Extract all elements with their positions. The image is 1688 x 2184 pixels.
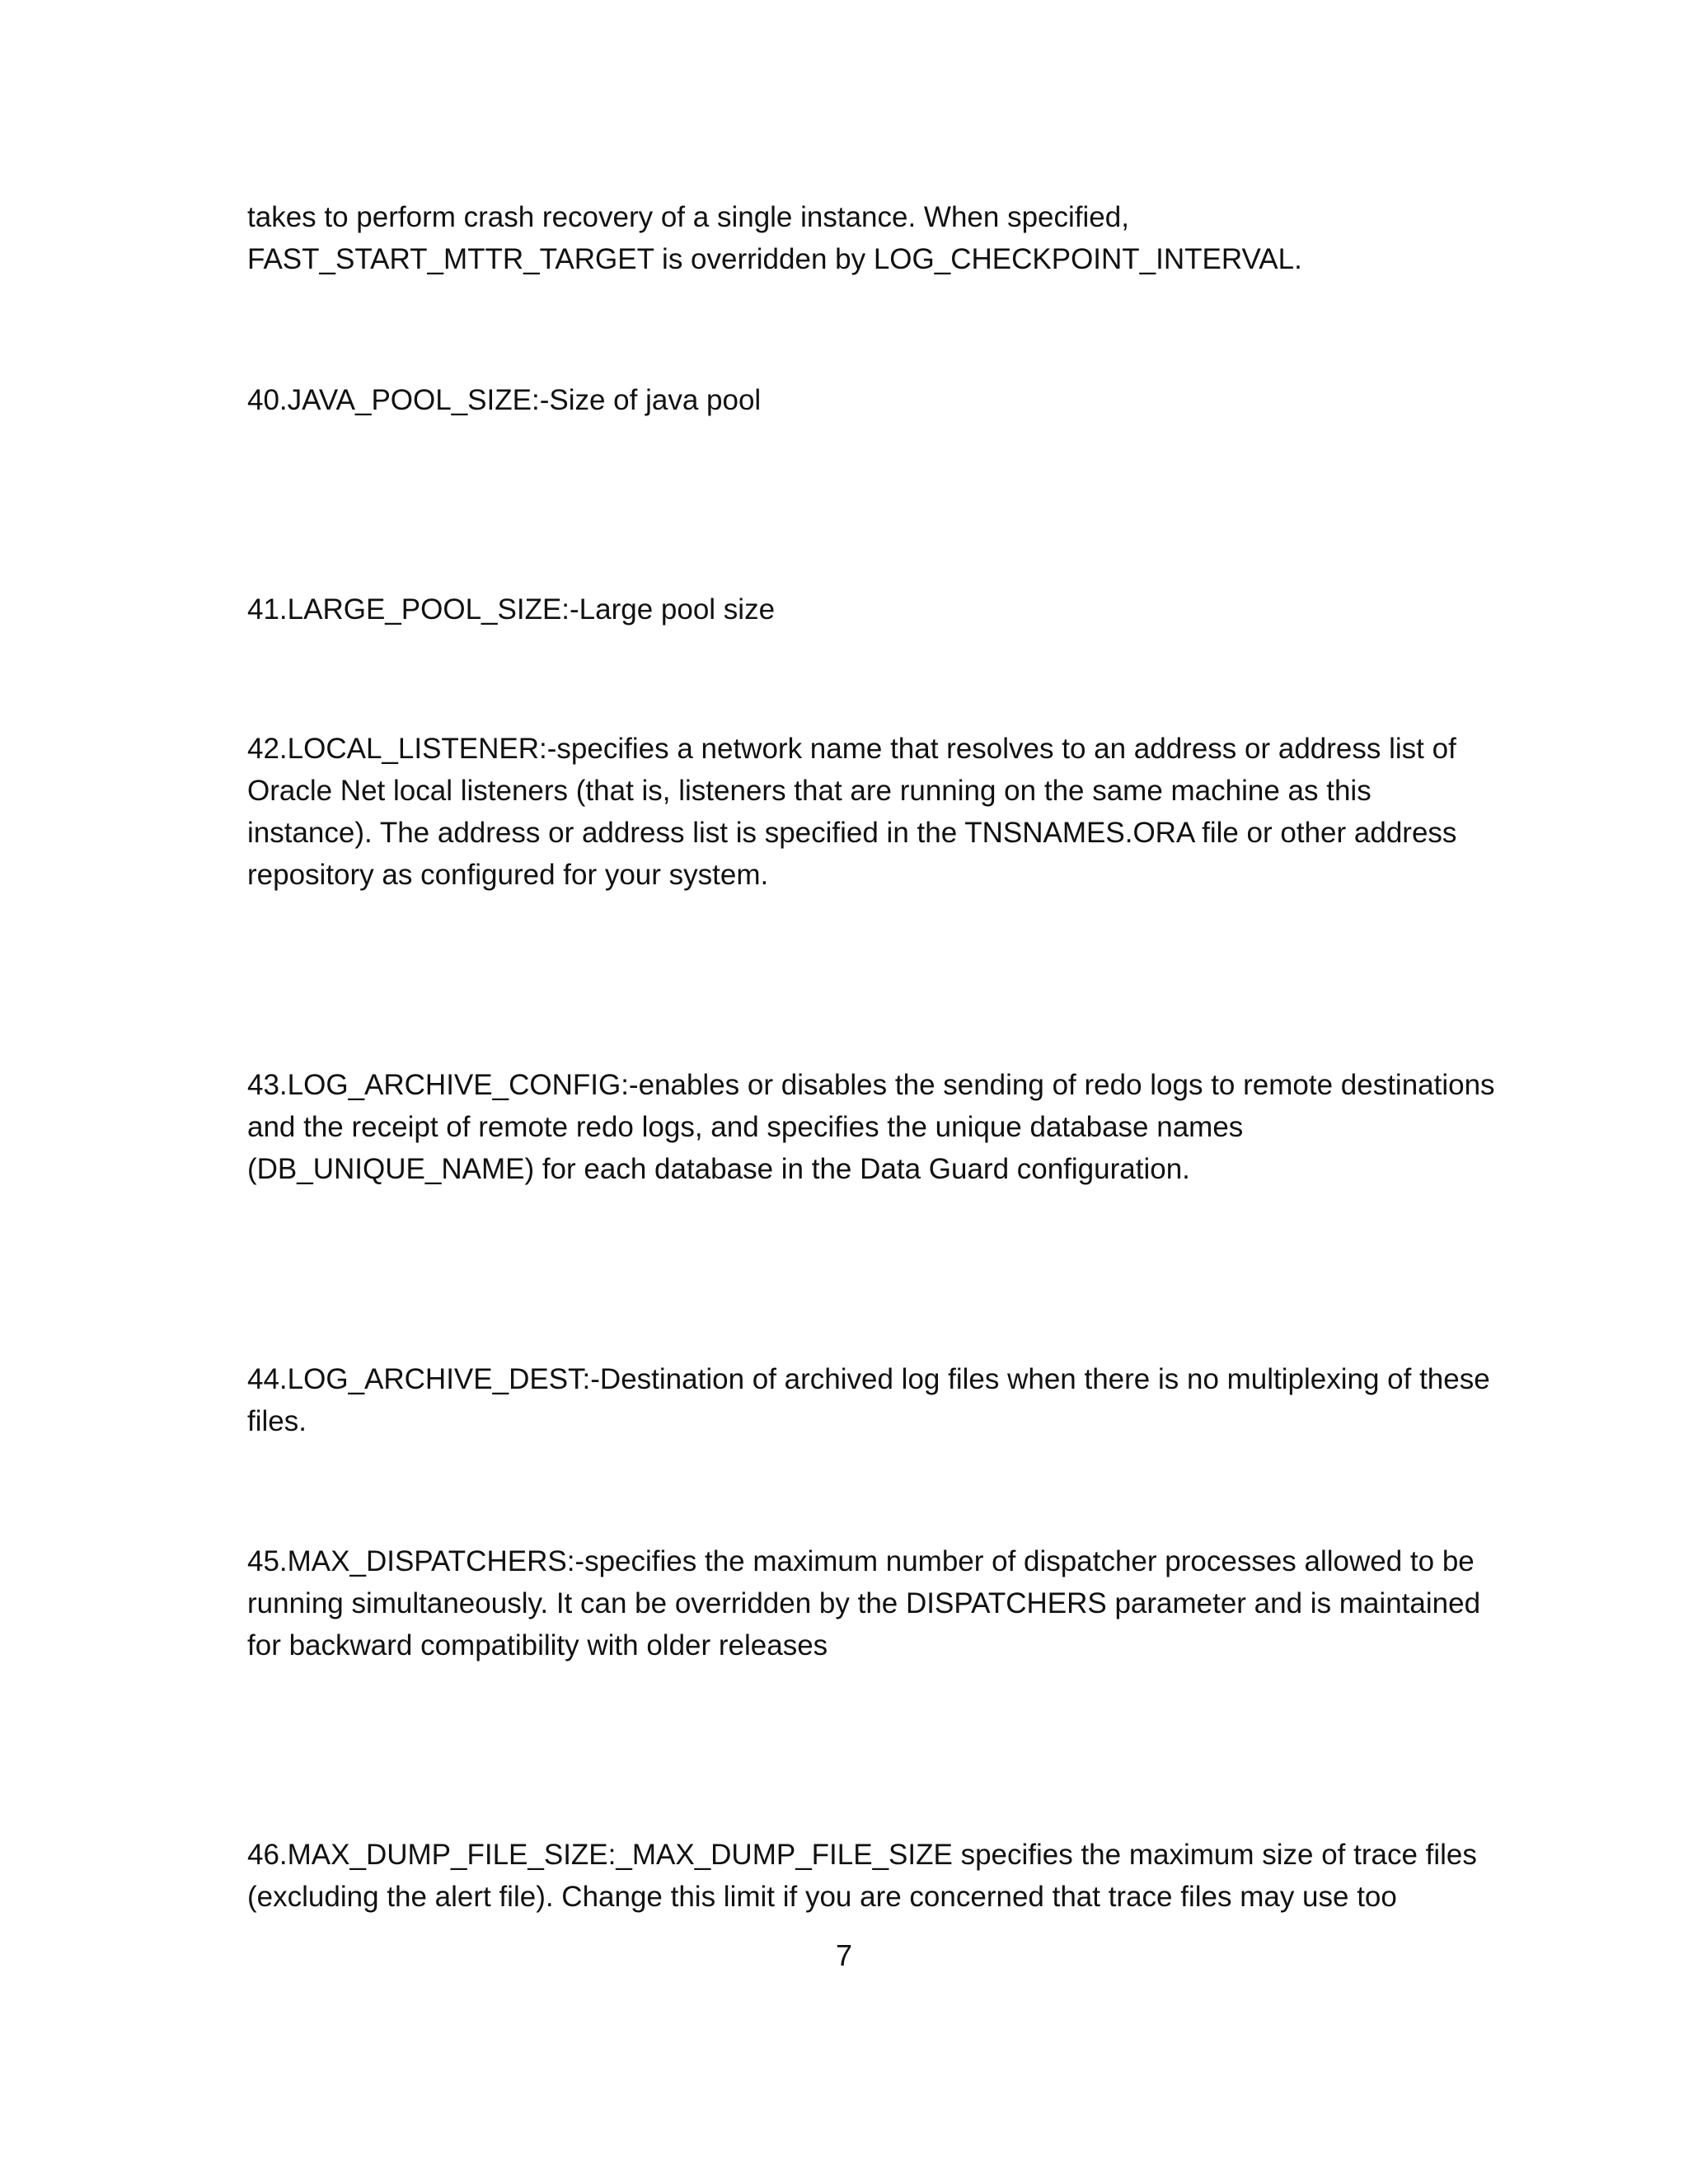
text-line: (excluding the alert file). Change this limit if you are concerned that trace files may use too	[247, 1881, 1397, 1913]
text-line: instance). The address or address list is specified in the TNSNAMES.ORA file or other address	[247, 817, 1457, 849]
paragraph-local-listener	[247, 728, 1457, 896]
text-line: 41.LARGE_POOL_SIZE:-Large pool size	[247, 593, 776, 626]
text-line: and the receipt of remote redo logs, and specifies the unique database names	[247, 1111, 1244, 1143]
paragraph-max-dispatchers	[247, 1540, 1481, 1666]
text-line: 44.LOG_ARCHIVE_DEST:-Destination of archived log files when there is no multiplexing of these	[247, 1363, 1490, 1395]
paragraph-max-dump-file-size	[247, 1834, 1477, 1918]
paragraph-log-archive-config	[247, 1064, 1495, 1190]
text-line: FAST_START_MTTR_TARGET is overridden by LOG_CHECKPOINT_INTERVAL.	[247, 243, 1302, 275]
text-line: (DB_UNIQUE_NAME) for each database in the Data Guard configuration.	[247, 1153, 1190, 1185]
text-line: takes to perform crash recovery of a single instance. When specified,	[247, 201, 1129, 233]
page-number: 7	[835, 1938, 853, 1972]
text-line: Oracle Net local listeners (that is, listeners that are running on the same machine as this	[247, 775, 1372, 807]
text-line: 43.LOG_ARCHIVE_CONFIG:-enables or disables the sending of redo logs to remote destinations	[247, 1069, 1495, 1101]
text-line: 45.MAX_DISPATCHERS:-specifies the maximum number of dispatcher processes allowed to be	[247, 1545, 1475, 1577]
text-line: 40.JAVA_POOL_SIZE:-Size of java pool	[247, 384, 762, 416]
text-line: for backward compatibility with older releases	[247, 1629, 828, 1661]
paragraph-log-archive-dest	[247, 1358, 1490, 1442]
text-line: files.	[247, 1405, 307, 1437]
text-line: running simultaneously. It can be overridden by the DISPATCHERS parameter and is maintained	[247, 1587, 1481, 1619]
paragraph-java-pool-size	[247, 379, 1451, 421]
text-line: repository as configured for your system.	[247, 859, 769, 891]
paragraph-large-pool-size	[247, 588, 1451, 630]
text-line: 46.MAX_DUMP_FILE_SIZE:_MAX_DUMP_FILE_SIZE specifies the maximum size of trace files	[247, 1839, 1477, 1871]
text-line: 42.LOCAL_LISTENER:-specifies a network name that resolves to an address or address list of	[247, 733, 1456, 765]
paragraph-continued-fast-start	[247, 196, 1451, 280]
